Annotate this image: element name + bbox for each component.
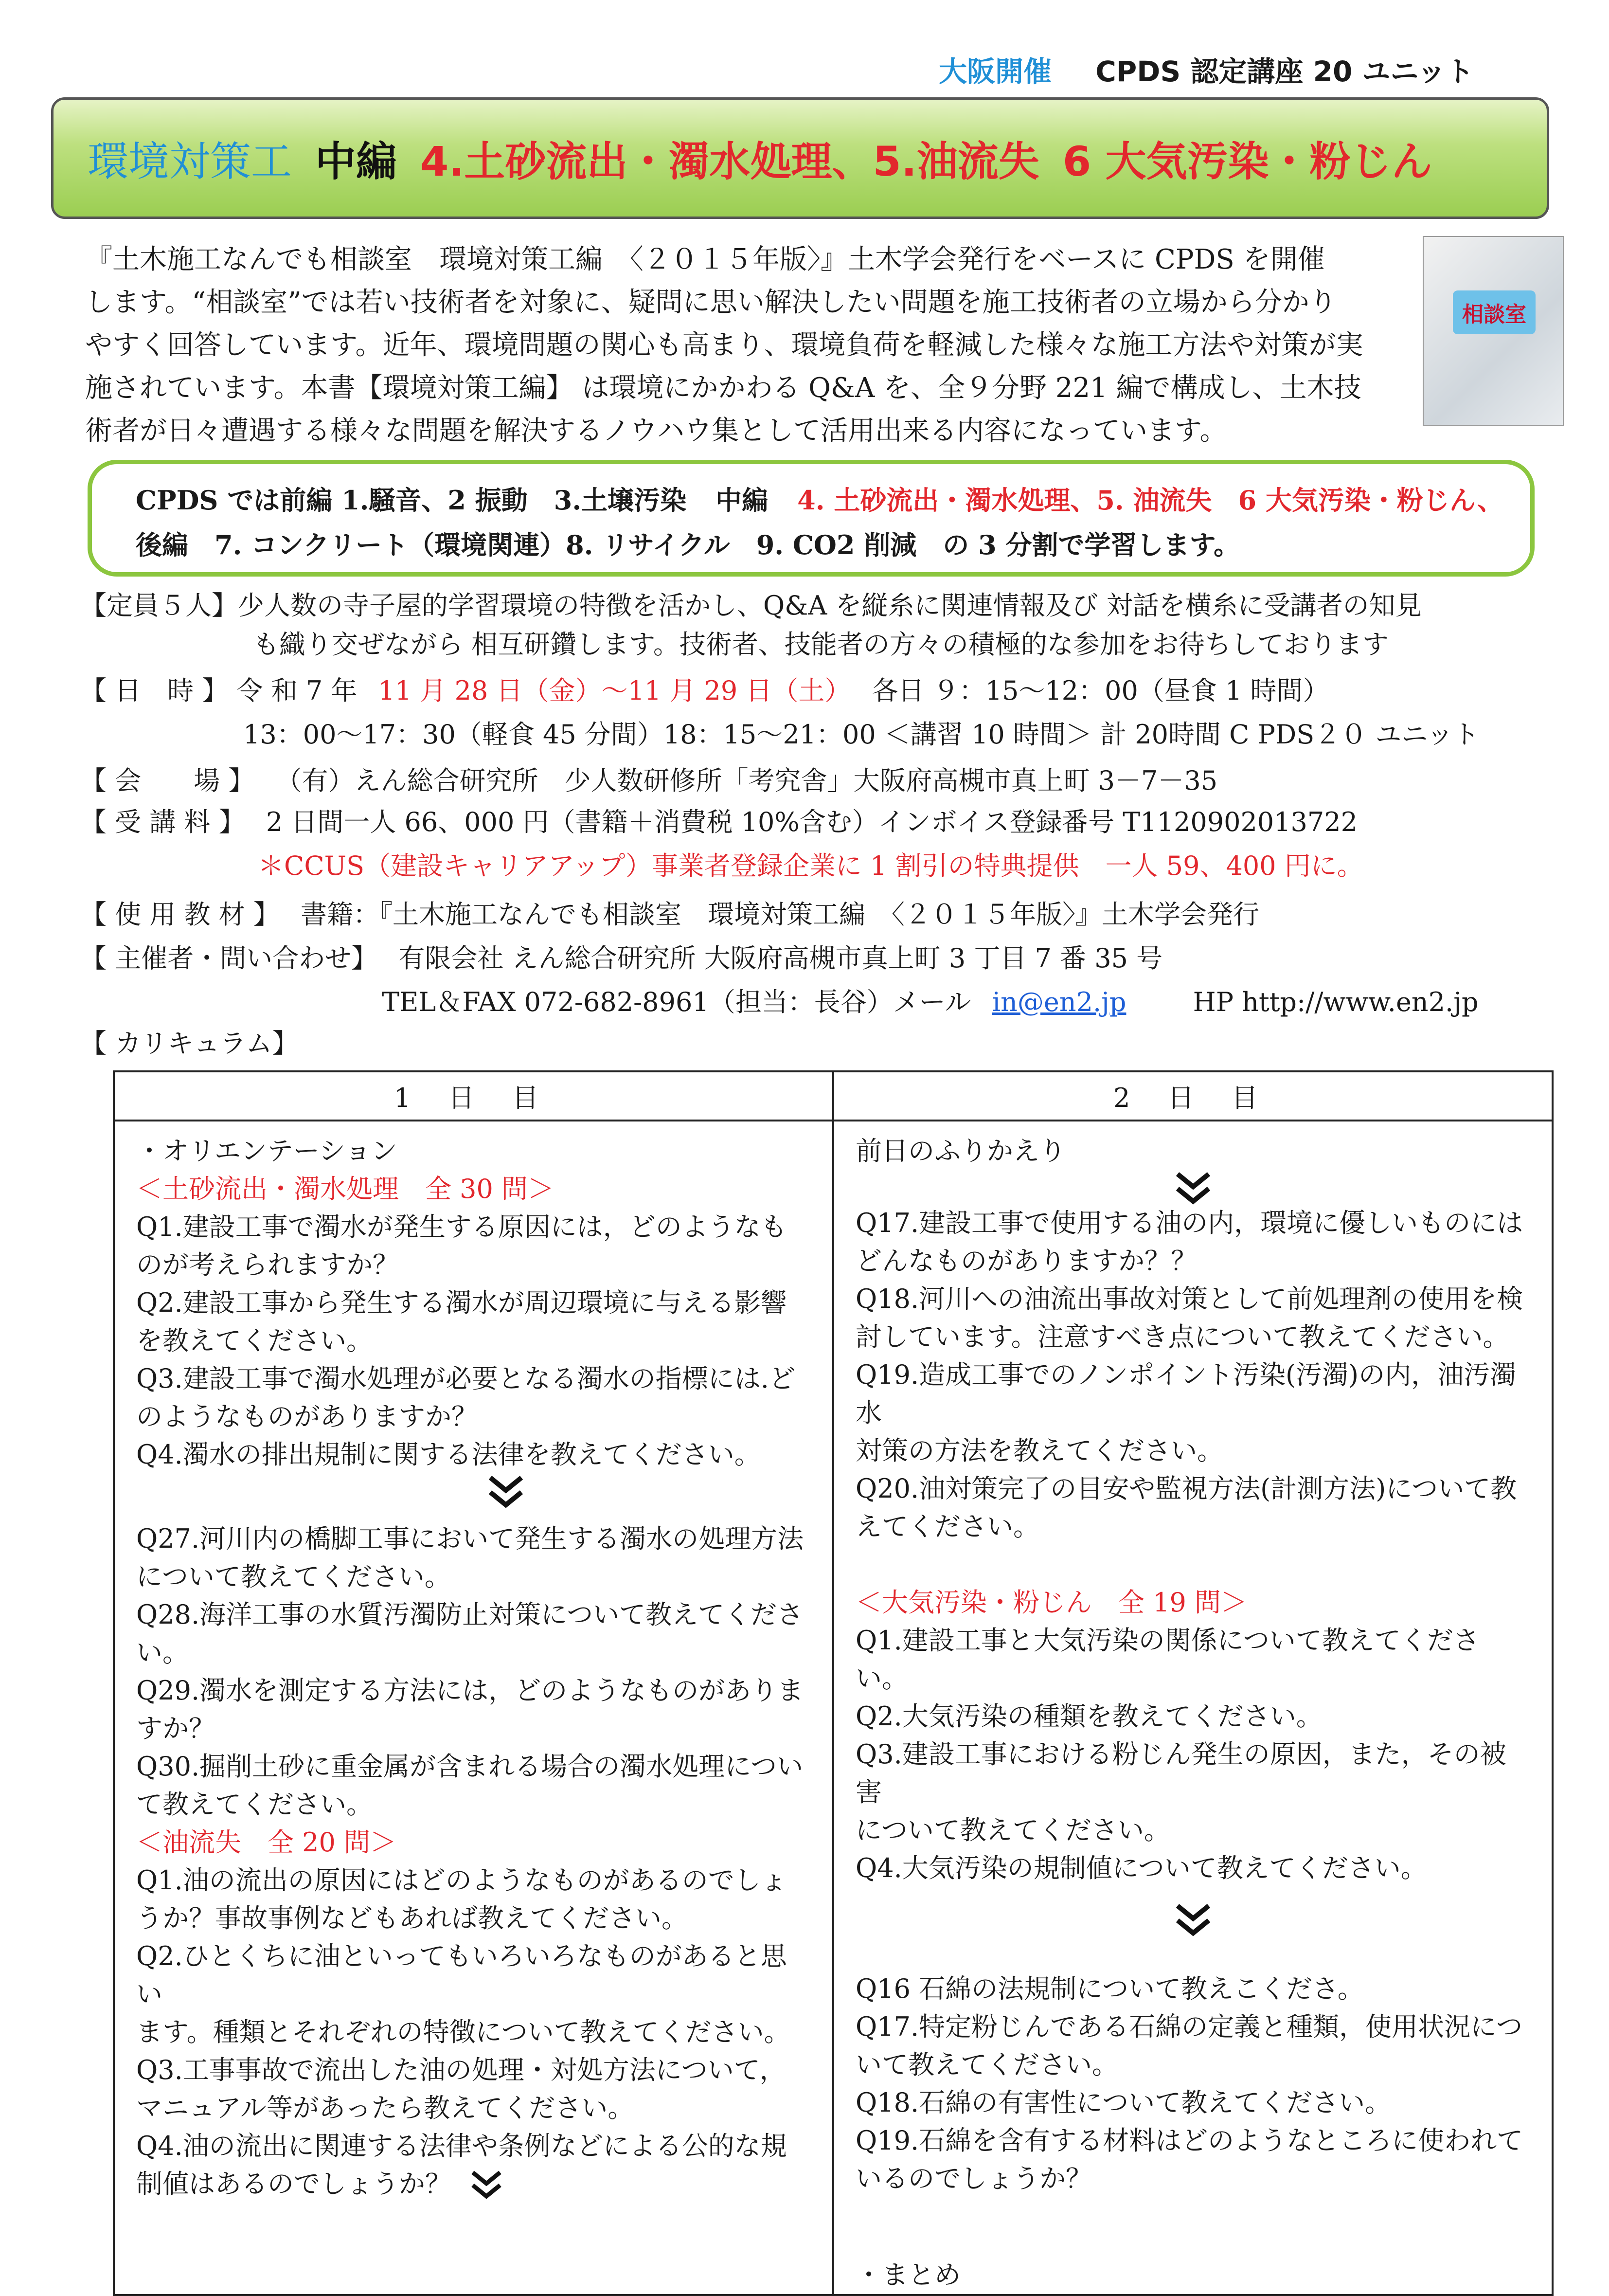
question-line: Q20.油対策完了の目安や監視方法(計測方法)について教 [856,1473,1517,1504]
question-line: Q17.特定粉じんである石綿の定義と種類，使用状況につ [856,2011,1523,2042]
curriculum-table [113,1070,1554,2296]
title-part3: 4.土砂流出・濁水処理、5.油流失 [420,137,1039,185]
contact-email-link[interactable]: in@en2.jp [992,987,1126,1017]
question-line: Q29.濁水を測定する方法には，どのようなものがありま [136,1675,804,1706]
question-line: Q3.建設工事における粉じん発生の原因，また，その被害 [856,1739,1506,1808]
intro-line: します。“相談室”では若い技術者を対象に、疑問に思い解決したい問題を施工技術者の立場から分かり [85,287,1337,318]
book-cover-image [1423,236,1564,426]
schedule-era: 令 和 7 年 [236,675,358,706]
question-line-with-arrow [136,2165,811,2203]
question-line: い。 [136,1637,189,1668]
intro-line: 『土木施工なんでも相談室 環境対策工編 〈２０１５年版〉』土木学会発行をベースに CPDS を開催 [85,244,1325,275]
summary-part-middle: 4. 土砂流出・濁水処理、5. 油流失 6 大気汚染・粉じん、 [797,485,1504,516]
venue-row [80,764,1217,798]
curriculum-label: 【 カリキュラム】 [80,1028,299,1059]
question-line: Q17.建設工事で使用する油の内，環境に優しいものには [856,1208,1523,1238]
materials-row [80,898,1259,932]
curriculum-header-row [114,1071,1553,1121]
question-line: いて教えてください。 [856,2049,1118,2080]
intro-line: 術者が日々遭遇する様々な問題を解決するノウハウ集として活用出来る内容になっています。 [85,415,1227,447]
day2-header: 2 日 目 [833,1071,1553,1121]
question-line: のが考えられますか？ [136,1249,399,1280]
question-line: どんなものがありますか？？ [856,1246,1197,1276]
materials-label: 【 使 用 教 材 】 [80,899,280,930]
question-line: うか？事故事例などもあれば教えてください。 [136,1903,688,1934]
question-line: Q16 石綿の法規制について教えこくださ。 [856,1973,1364,2004]
question-line: Q3.工事事故で流出した油の処理・対処方法について， [136,2055,786,2085]
book-cover-badge: 相談室 [1453,290,1536,334]
contact-tel-row [382,985,1479,1019]
series-summary-box [88,460,1535,577]
spacer [856,1546,1530,1584]
question-line: について教えてください。 [856,1815,1170,1845]
question-line: Q19.石綿を含有する材料はどのようなところに使われて [856,2125,1523,2156]
day2-review: 前日のふりかえり [856,1136,1066,1166]
question-line: 制値はあるのでしょうか？ [136,2169,451,2199]
spacer [856,2198,1530,2256]
double-chevron-down-icon [856,1887,1530,1970]
day1-orientation: ・オリエンテーション [136,1136,397,1166]
question-line: Q4.濁水の排出規制に関する法律を教えてください。 [136,1439,761,1470]
intro-line: 施されています。本書【環境対策工編】 は環境にかかわる Q&A を、全９分野 221 編で構成し、土木技 [85,372,1361,404]
venue-label: 大阪開催 [939,55,1052,88]
summary-part-middle-label: 中編 [715,485,769,516]
question-line: Q18.河川への油流出事故対策として前処理剤の使用を検 [856,1284,1523,1314]
question-line: Q4.大気汚染の規制値について教えてください。 [856,1853,1427,1883]
contact-hp: HP http://www.en2.jp [1193,987,1479,1017]
intro-paragraph [85,238,1398,452]
course-header [939,49,1474,90]
fee-row [80,805,1358,839]
title-banner [51,97,1549,219]
question-line: すか？ [136,1713,215,1744]
double-chevron-down-icon [136,1474,811,1520]
question-line: Q2.ひとくちに油といってもいろいろなものがあると思い [136,1941,787,2009]
question-line: Q18.石綿の有害性について教えてください。 [856,2087,1392,2118]
question-line: Q3.建設工事で濁水処理が必要となる濁水の指標には.ど [136,1363,795,1394]
contact-label: 【 主催者・問い合わせ】 [80,943,378,974]
contact-row [80,941,1162,976]
day1-section2-title: ＜油流失 全 20 問＞ [136,1827,397,1858]
day1-section1-title: ＜土砂流出・濁水処理 全 30 問＞ [136,1174,554,1204]
title-part1: 環境対策工 [88,137,292,185]
course-label: CPDS 認定講座 20 ユニット [1095,55,1474,88]
schedule-dates: 11 月 28 日（金）～11 月 29 日（土） [378,675,851,706]
capacity-line-1: 【定員５人】少人数の寺子屋的学習環境の特徴を活かし、Q&A を縦糸に関連情報及び 対話を横糸に受講者の知見 [80,590,1422,621]
question-line: Q1.油の流出の原因にはどのようなものがあるのでしょ [136,1865,787,1896]
intro-line: やすく回答しています。近年、環境問題の関心も高まり、環境負荷を軽減した様々な施工方法や対策が実 [85,329,1363,361]
question-line: Q19.造成工事でのノンポイント汚染(汚濁)の内，油汚濁水 [856,1359,1517,1428]
question-line: て教えてください。 [136,1789,373,1820]
fee-discount: ＊CCUS（建設キャリアアップ）事業者登録企業に 1 割引の特典提供 一人 59、400 円に。 [258,850,1363,881]
day1-cell [114,1121,833,2295]
venue-row-label: 【 会 場 】 [80,765,255,796]
contact-tel: TEL＆FAX 072-682-8961（担当：長谷）メール [382,987,971,1017]
question-line: マニュアル等があったら教えてください。 [136,2093,634,2123]
question-line: Q27.河川内の橋脚工事において発生する濁水の処理方法 [136,1523,804,1554]
question-line: 対策の方法を教えてください。 [856,1435,1223,1466]
schedule-hours-2: 13：00～17：30（軽食 45 分間）18：15～21：00 ＜講習 10 時間＞ 計 20時間 C PDS２０ ユニット [243,719,1480,750]
curriculum-body-row [114,1121,1553,2295]
question-line: Q4.油の流出に関連する法律や条例などによる公的な規 [136,2131,787,2161]
double-chevron-down-icon [469,2169,503,2203]
question-line: Q1.建設工事で濁水が発生する原因には，どのようなも [136,1211,787,1242]
day2-closing: ・まとめ [856,2260,961,2290]
summary-line-1 [136,478,1530,523]
question-line: 討しています。注意すべき点について教えてください。 [856,1321,1509,1352]
question-line: Q28.海洋工事の水質汚濁防止対策について教えてくださ [136,1599,804,1630]
schedule-label: 【 日 時 】 [80,675,229,706]
schedule-row [80,674,1329,708]
venue-row-value: （有）えん総合研究所 少人数研修所「考究舎」大阪府高槻市真上町 3－7－35 [275,765,1218,796]
title-part4: 6 大気汚染・粉じん [1062,137,1432,185]
question-line: えてください。 [856,1511,1039,1542]
question-line: Q2.大気汚染の種類を教えてください。 [856,1701,1323,1732]
summary-line-2: 後編 7. コンクリート（環境関連）8. リサイクル 9. CO2 削減 の 3 分割で学習します。 [136,529,1240,560]
day1-header: 1 日 目 [114,1071,833,1121]
question-line: ます。種類とそれぞれの特徴について教えてください。 [136,2017,790,2047]
question-line: について教えてください。 [136,1561,451,1592]
day2-cell [833,1121,1553,2295]
title-part2: 中編 [315,137,397,185]
fee-value: 2 日間一人 66、000 円（書籍＋消費税 10%含む）インボイス登録番号 T1120902013722 [266,807,1358,837]
question-line: を教えてください。 [136,1325,373,1356]
question-line: Q1.建設工事と大気汚染の関係について教えてください。 [856,1625,1480,1694]
summary-part-front: CPDS では前編 1.騒音、2 振動 3.土壌汚染 [136,485,687,516]
day2-section2-title: ＜大気汚染・粉じん 全 19 問＞ [856,1587,1248,1618]
question-line: Q2.建設工事から発生する濁水が周辺環境に与える影響 [136,1287,787,1318]
capacity-line-2: も織り交ぜながら 相互研鑽します。技術者、技能者の方々の積極的な参加をお待ちしております [253,629,1389,660]
double-chevron-down-icon [856,1170,1530,1204]
fee-label: 【 受 講 料 】 [80,807,245,837]
schedule-hours: 各日 ９：15～12：00（昼食 1 時間） [872,675,1329,706]
question-line: いるのでしょうか？ [856,2163,1092,2194]
contact-value: 有限会社 えん総合研究所 大阪府高槻市真上町 3 丁目 7 番 35 号 [398,943,1163,974]
question-line: のようなものがありますか？ [136,1401,478,1432]
question-line: Q30.掘削土砂に重金属が含まれる場合の濁水処理につい [136,1751,804,1782]
materials-value: 書籍：『土木施工なんでも相談室 環境対策工編 〈２０１５年版〉』土木学会発行 [301,899,1259,930]
